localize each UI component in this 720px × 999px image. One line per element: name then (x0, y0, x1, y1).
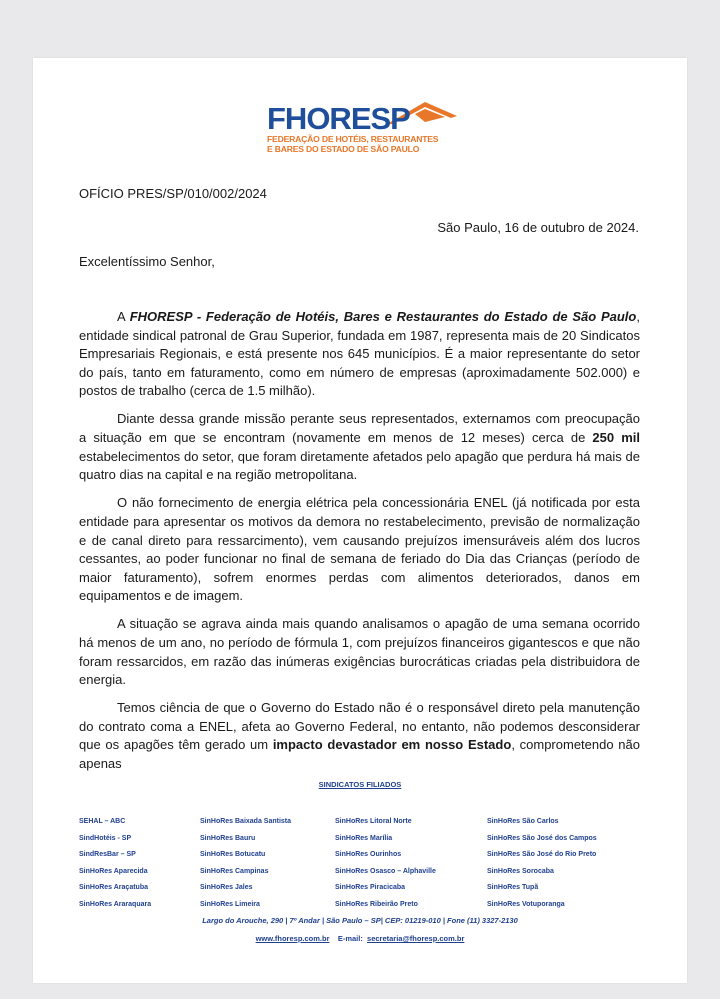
logo-subtitle-line1: FEDERAÇÃO DE HOTÉIS, RESTAURANTES (267, 134, 439, 144)
email-label: E-mail: (337, 934, 363, 943)
union-item: SinHoRes Bauru (200, 834, 256, 842)
fhoresp-logo (267, 96, 467, 156)
union-item: SinHoRes Marília (335, 834, 393, 842)
footer-title: SINDICATOS FILIADOS (318, 780, 402, 789)
website-link[interactable]: www.fhoresp.com.br (255, 934, 330, 943)
union-item: SinHoRes São José dos Campos (487, 834, 597, 842)
paragraph-4: A situação se agrava ainda mais quando analisamos o apagão de uma semana ocorrido há menos de um ano, no período de fórmula 1, com prejuízos financeiros gigantescos e que não foram ressarcidos, em razão das inúmeras exigências burocráticas criadas pela distribuidora de energia. (79, 616, 640, 688)
text-span: estabelecimentos do setor, que foram diretamente afetados pelo apagão que perdura há mais de quatro dias na capital e na região metropolitana. (79, 448, 640, 483)
union-item: SinHoRes Aparecida (79, 867, 148, 875)
union-item: SinHoRes Litoral Norte (335, 818, 412, 825)
union-item: SinHoRes São Carlos (487, 818, 559, 825)
union-item: SinHoRes Ribeirão Preto (335, 900, 418, 908)
text-span: Diante dessa grande missão perante seus representados, externamos com preocupação a situação em que se encontram (novamente em menos de 12 meses) cerca de (79, 411, 640, 446)
union-item: SindHotéis - SP (79, 834, 132, 842)
footer-contacts (33, 934, 687, 943)
letter-page (33, 58, 687, 983)
union-column-4 (487, 814, 597, 913)
union-column-2 (200, 814, 291, 913)
text-span: A (117, 309, 130, 324)
paragraph-3: O não fornecimento de energia elétrica pela concessionária ENEL (já notificada por esta entidade para apresentar os motivos da demora no restabelecimento, previsão de normalização e de canal direto para ressarcimento), vem causando prejuízos imensuráveis além dos lucros cessantes, ao poder funcionar no final de semana de feriado do Dia das Crianças (período de maior faturamento), sofrem enormes perdas com alimentos deteriorados, danos em equipamentos e de imagem. (79, 495, 640, 604)
letter-reference: OFÍCIO PRES/SP/010/002/2024 (79, 186, 267, 201)
text-span: , entidade sindical patronal de Grau Superior, fundada em 1987, representa mais de 20 Sindicatos Empresariais Regionais, e está presente nos 645 municípios. É a maior representante do setor do país, tanto em faturamento, como em número de empresas (aproximadamente 502.000) e postos de trabalho (cerca de 1.5 milhão). (79, 309, 640, 399)
highlight-count: 250 mil (592, 430, 640, 446)
logo-subtitle-line2: E BARES DO ESTADO DE SÃO PAULO (267, 144, 420, 154)
union-item: SinHoRes Piracicaba (335, 884, 406, 891)
union-item: SinHoRes Osasco – Alphaville (335, 867, 436, 875)
union-item: SinHoRes Jales (200, 884, 253, 891)
union-item: SindResBar – SP (79, 851, 136, 858)
union-item: SinHoRes Tupã (487, 884, 539, 891)
footer-address: Largo do Arouche, 290 | 7º Andar | São Paulo – SP| CEP: 01219-010 | Fone (11) 3327-2130 (202, 916, 518, 925)
union-item: SinHoRes Limeira (200, 900, 260, 908)
union-column-1 (79, 814, 151, 913)
highlight-impact: impacto devastador em nosso Estado (272, 737, 512, 753)
text-span: , comprometendo não apenas (79, 737, 640, 772)
union-item: SinHoRes Araçatuba (79, 884, 148, 891)
federation-name: FHORESP - Federação de Hotéis, Bares e Restaurantes do Estado de São Paulo (129, 309, 637, 324)
union-item: SinHoRes Araraquara (79, 900, 152, 908)
email-link[interactable]: secretaria@fhoresp.com.br (367, 934, 465, 943)
union-item: SEHAL – ABC (79, 818, 126, 825)
union-item: SinHoRes Baixada Santista (200, 818, 292, 825)
logo-wordmark: FHORESP (267, 101, 410, 136)
paragraph-2 (79, 410, 640, 484)
union-column-3 (335, 814, 436, 913)
letter-date: São Paulo, 16 de outubro de 2024. (437, 220, 639, 235)
union-item: SinHoRes São José do Rio Preto (487, 851, 597, 858)
letter-salutation: Excelentíssimo Senhor, (79, 254, 215, 269)
paragraph-5 (79, 699, 640, 773)
paragraph-1 (79, 308, 640, 401)
text-span: Temos ciência de que o Governo do Estado não é o responsável direto pela manutenção do contrato coma a ENEL, afeta ao Governo Federal, no entanto, não podemos desconsiderar que os apagões têm gerado um (79, 700, 640, 753)
union-item: SinHoRes Ourinhos (335, 851, 402, 858)
union-item: SinHoRes Botucatu (200, 851, 266, 858)
letter-body (79, 308, 640, 783)
union-item: SinHoRes Campinas (200, 867, 269, 875)
union-item: SinHoRes Sorocaba (487, 867, 554, 875)
union-item: SinHoRes Votuporanga (487, 900, 565, 908)
